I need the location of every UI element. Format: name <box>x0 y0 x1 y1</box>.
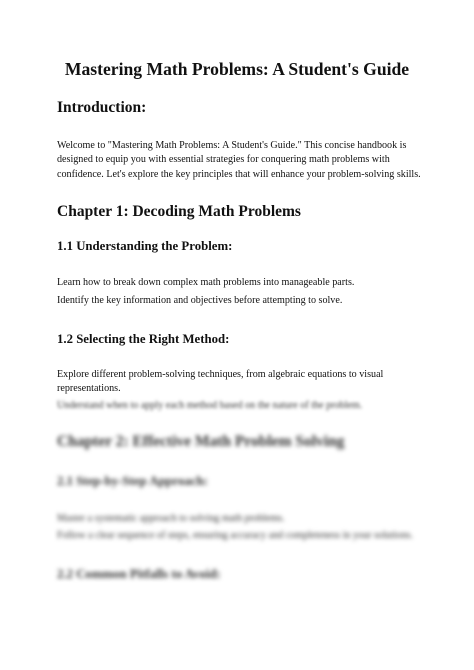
section-1-2-paragraph-1: Explore different problem-solving techniques, from algebraic equations to visual representations. <box>57 369 384 395</box>
section-1-1-heading: 1.1 Understanding the Problem: <box>57 239 233 253</box>
chapter1-heading: Chapter 1: Decoding Math Problems <box>57 203 301 220</box>
section-1-1-paragraph-2: Identify the key information and objectives before attempting to solve. <box>57 295 343 306</box>
section-1-2-heading: 1.2 Selecting the Right Method: <box>57 332 230 346</box>
intro-heading: Introduction: <box>57 99 147 116</box>
section-2-1-heading: 2.1 Step-by-Step Approach: <box>57 474 208 488</box>
intro-paragraph: Welcome to "Mastering Math Problems: A Student's Guide." This concise handbook is designed to equip you with essential strategies for conquering math problems with confidence. Let's explore the key principles that will enhance your problem-solving skills. <box>57 140 421 180</box>
section-1-1-paragraph-1: Learn how to break down complex math problems into manageable parts. <box>57 277 355 288</box>
section-2-2-heading: 2.2 Common Pitfalls to Avoid: <box>57 567 221 581</box>
chapter2-heading: Chapter 2: Effective Math Problem Solving <box>57 433 345 450</box>
section-2-1-paragraph-1: Master a systematic approach to solving math problems. <box>57 513 285 524</box>
document-title: Mastering Math Problems: A Student's Guide <box>64 59 410 79</box>
section-1-2-paragraph-2: Understand when to apply each method based on the nature of the problem. <box>57 400 363 411</box>
section-2-1-paragraph-2: Follow a clear sequence of steps, ensuring accuracy and completeness in your solutions. <box>57 530 413 541</box>
